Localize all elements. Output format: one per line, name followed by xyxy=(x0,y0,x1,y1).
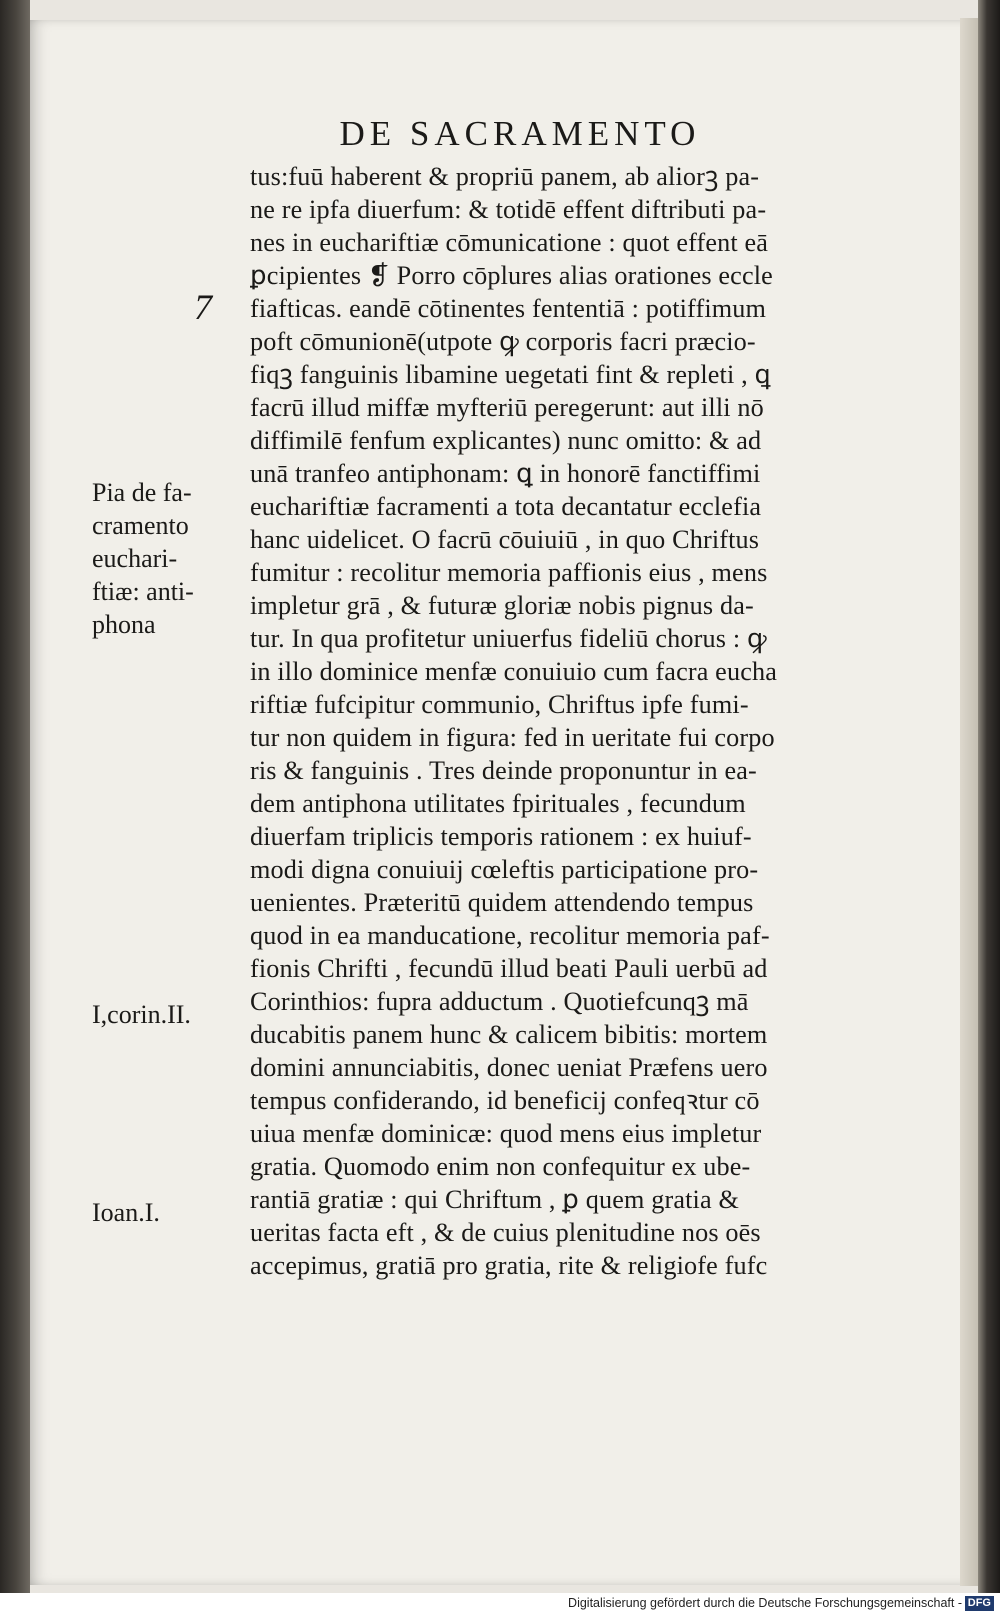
text-line: riftiæ fufcipitur communio, Chriftus ipfe fumi- xyxy=(250,690,749,719)
text-line: ducabitis panem hunc & calicem bibitis: mortem xyxy=(250,1020,768,1049)
text-line: in illo dominice menfæ conuiuio cum facra eucha xyxy=(250,657,777,686)
dfg-logo: DFG xyxy=(965,1596,994,1611)
text-line: modi digna conuiuij cœleftis participatione pro- xyxy=(250,855,759,884)
text-line: Corinthios: fupra adductum . Quotiefcunqꝫ mā xyxy=(250,987,749,1016)
marginal-number: 7 xyxy=(194,287,212,327)
page-edge-strip xyxy=(960,18,978,1586)
margin-note-john xyxy=(92,1196,160,1229)
text-line: tus:fuū haberent & propriū panem, ab aliorꝫ pa- xyxy=(250,162,760,191)
text-line: uiua menfæ dominicæ: quod mens eius impletur xyxy=(250,1119,762,1148)
text-line: uenientes. Præteritū quidem attendendo tempus xyxy=(250,888,754,917)
margin-note-line: I,corin.II. xyxy=(92,1000,191,1029)
text-line: euchariftiæ facramenti a tota decantatur ecclefia xyxy=(250,492,762,521)
text-line: rantiā gratiæ : qui Chriftum , ꝑ quem gratia & xyxy=(250,1185,739,1214)
margin-note-line: Ioan.I. xyxy=(92,1198,160,1227)
text-line: diffimilē fenfum explicantes) nunc omitto: & ad xyxy=(250,426,762,455)
text-line: ueritas facta eft , & de cuius plenitudine nos oēs xyxy=(250,1218,761,1247)
text-line: poft cōmunionē(utpote ꝙ corporis facri præcio- xyxy=(250,327,756,356)
text-line: fionis Chrifti , fecundū illud beati Pauli uerbū ad xyxy=(250,954,768,983)
text-line: fumitur : recolitur memoria paffionis eius , mens xyxy=(250,558,768,587)
margin-note-line: ftiæ: anti- xyxy=(92,577,194,606)
text-line: tur non quidem in figura: fed in ueritate fui corpo xyxy=(250,723,775,752)
text-line: ne re ipfa diuerfum: & totidē effent diftributi pa- xyxy=(250,195,767,224)
text-line: fiqꝫ fanguinis libamine uegetati fint & repleti , ꝗ xyxy=(250,360,771,389)
text-line: ꝑcipientes ❡ Porro cōplures alias orationes eccle xyxy=(250,261,773,290)
text-line: dem antiphona utilitates fpirituales , fecundum xyxy=(250,789,746,818)
margin-note-line: cramento xyxy=(92,511,189,540)
text-line: quod in ea manducatione, recolitur memoria paf- xyxy=(250,921,770,950)
text-line: accepimus, gratiā pro gratia, rite & religiofe fufc xyxy=(250,1251,768,1280)
body-text-block xyxy=(250,160,940,1282)
text-line: nes in euchariftiæ cōmunicatione : quot effent eā xyxy=(250,228,769,257)
text-line: gratia. Quomodo enim non confequitur ex ube- xyxy=(250,1152,751,1181)
margin-note-line: euchari- xyxy=(92,544,178,573)
text-line: domini annunciabitis, donec ueniat Præfens uero xyxy=(250,1053,768,1082)
book-cover-edge-right xyxy=(978,0,1000,1615)
text-line: impletur grā , & futuræ gloriæ nobis pignus da- xyxy=(250,591,754,620)
running-header: DE SACRAMENTO xyxy=(339,114,701,153)
margin-note-line: Pia de fa- xyxy=(92,478,192,507)
digitization-footer xyxy=(0,1593,1000,1615)
margin-note-line: phona xyxy=(92,610,156,639)
margin-note-antiphona xyxy=(92,476,194,641)
text-line: tempus confiderando, id beneficij confeqꝛtur cō xyxy=(250,1086,760,1115)
text-line: ris & fanguinis . Tres deinde proponuntur in ea- xyxy=(250,756,757,785)
text-line: unā tranfeo antiphonam: ꝗ in honorē fanctiffimi xyxy=(250,459,761,488)
text-line: hanc uidelicet. O facrū cōuiuiū , in quo Chriftus xyxy=(250,525,760,554)
margin-note-corinthians xyxy=(92,998,191,1031)
text-line: tur. In qua profitetur uniuerfus fideliū chorus : ꝙ xyxy=(250,624,767,653)
book-cover-edge-left xyxy=(0,0,30,1615)
text-line: diuerfam triplicis temporis rationem : ex huiuf- xyxy=(250,822,752,851)
text-line: facrū illud miffæ myfteriū peregerunt: aut illi nō xyxy=(250,393,764,422)
text-line: fiafticas. eandē cōtinentes fententiā : potiffimum xyxy=(250,294,767,323)
funding-credit: Digitalisierung gefördert durch die Deutsche Forschungsgemeinschaft - xyxy=(568,1596,962,1610)
